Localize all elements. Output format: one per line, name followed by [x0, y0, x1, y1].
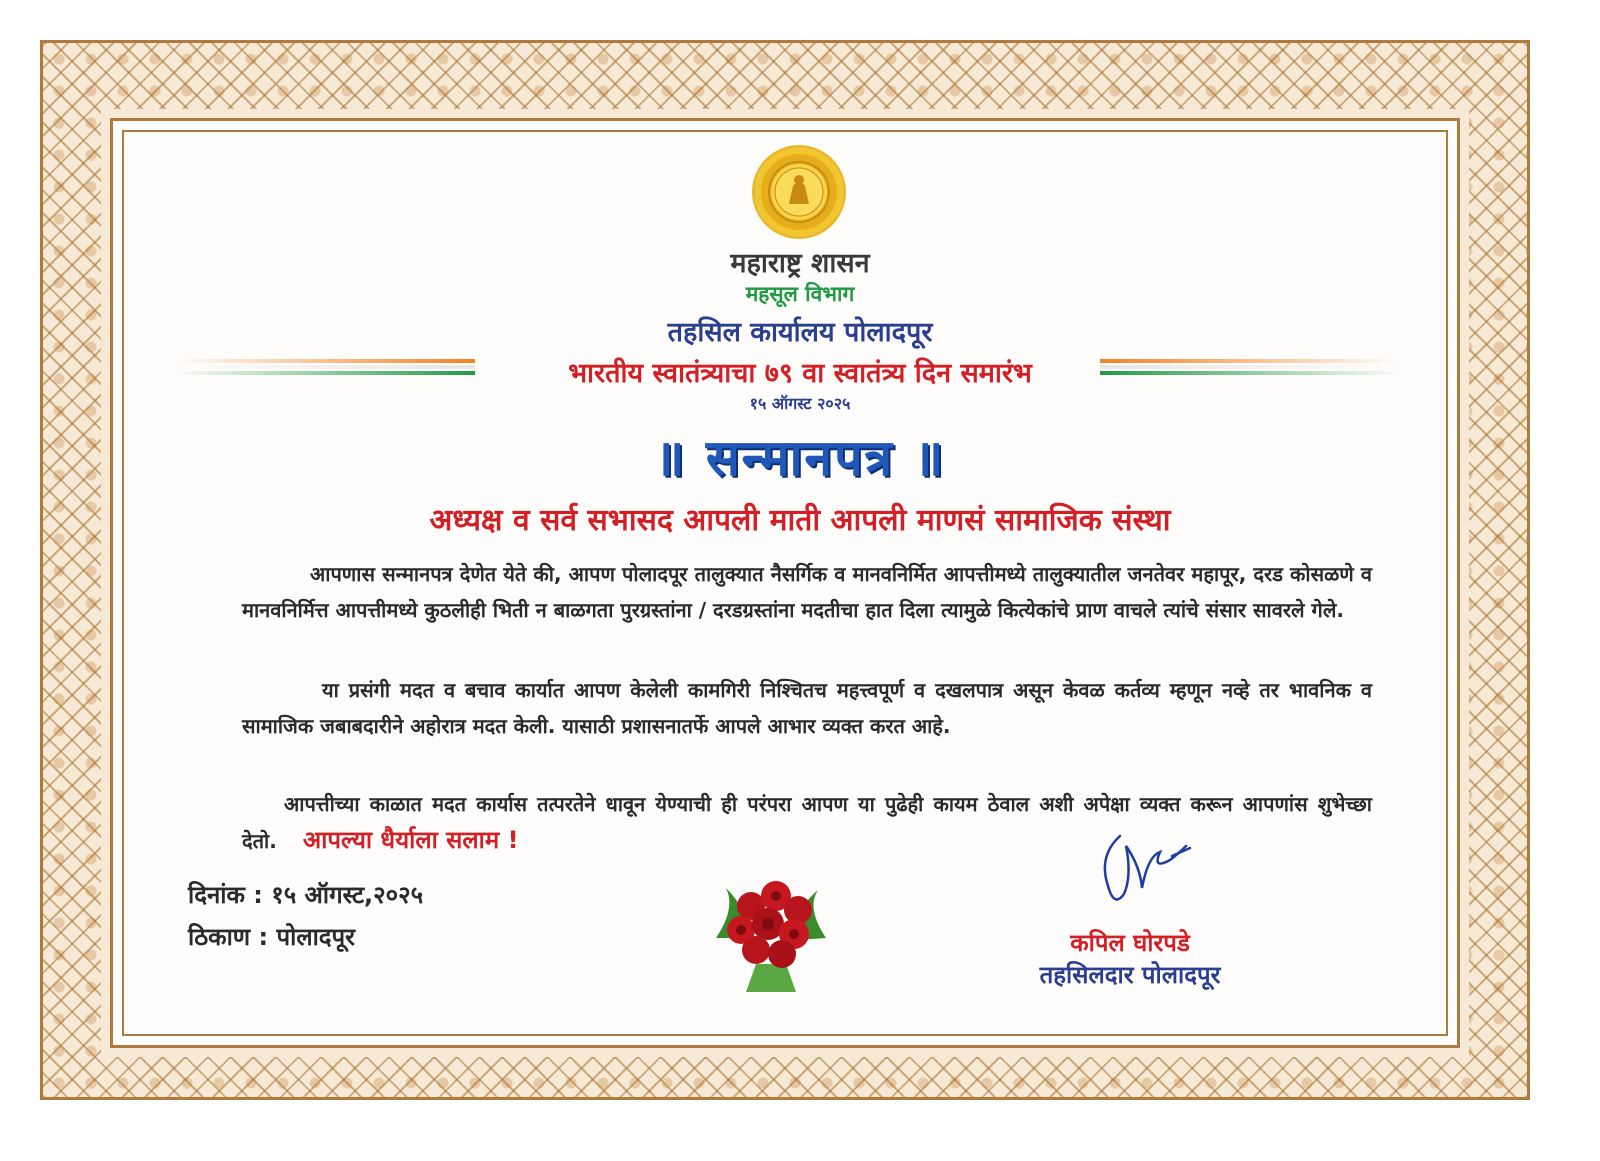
office-name: तहसिल कार्यालय पोलादपूर	[667, 317, 933, 348]
signatory-name: कपिल घोरपडे	[1070, 929, 1190, 957]
body-paragraph-3-text: आपत्तीच्या काळात मदत कार्यास तत्परतेने धावून येण्याची ही परंपरा आपण या पुढेही कायम ठेवाल अशी अपेक्षा व्यक्त करून आपणांस शुभेच्छा देतो.	[242, 792, 1372, 853]
signatory-title: तहसिलदार पोलादपूर	[1039, 961, 1221, 989]
place-line: ठिकाण : पोलादपूर	[188, 923, 355, 951]
event-date: १५ ऑगस्ट २०२५	[749, 394, 851, 413]
body-paragraph-2: या प्रसंगी मदत व बचाव कार्यात आपण केलेली कामगिरी निश्चितच महत्त्वपूर्ण व दखलपात्र असून केवळ कर्तव्य म्हणून नव्हे तर भावनिक व सामाजिक जबाबदारीने अहोरात्र मदत केली. यासाठी प्रशासनातर्फे आपले आभार व्यक्त करत आहे.	[242, 678, 1372, 738]
date-line: दिनांक : १५ ऑगस्ट,२०२५	[188, 881, 424, 909]
signature-icon	[1090, 826, 1210, 916]
celebration-title: भारतीय स्वातंत्र्याचा ७९ वा स्वातंत्र्य दिन समारंभ	[568, 358, 1032, 389]
rose-bouquet-icon	[706, 868, 836, 994]
certificate-title: ॥ सन्मानपत्र ॥	[654, 429, 946, 487]
body-paragraph-1: आपणास सन्मानपत्र देणेत येते की, आपण पोलादपूर तालुक्यात नैसर्गिक व मानवनिर्मित आपत्तीमध्ये तालुक्यातील जनतेवर महापूर, दरड कोसळणे व मानवनिर्मित्त आपत्तीमध्ये कुठलीही भिती न बाळगता पुरग्रस्तांना / दरडग्रस्तांना मदतीचा हात दिला त्यामुळे कित्येकांचे प्राण वाचले त्यांचे संसार सावरले गेले.	[242, 562, 1372, 622]
government-name: महाराष्ट्र शासन	[730, 248, 870, 279]
maharashtra-emblem-icon	[755, 148, 843, 236]
department-name: महसूल विभाग	[745, 282, 855, 306]
salute-text: आपल्या धैर्याला सलाम !	[302, 826, 519, 854]
recipient-name: अध्यक्ष व सर्व सभासद आपली माती आपली माणसं सामाजिक संस्था	[429, 503, 1171, 538]
